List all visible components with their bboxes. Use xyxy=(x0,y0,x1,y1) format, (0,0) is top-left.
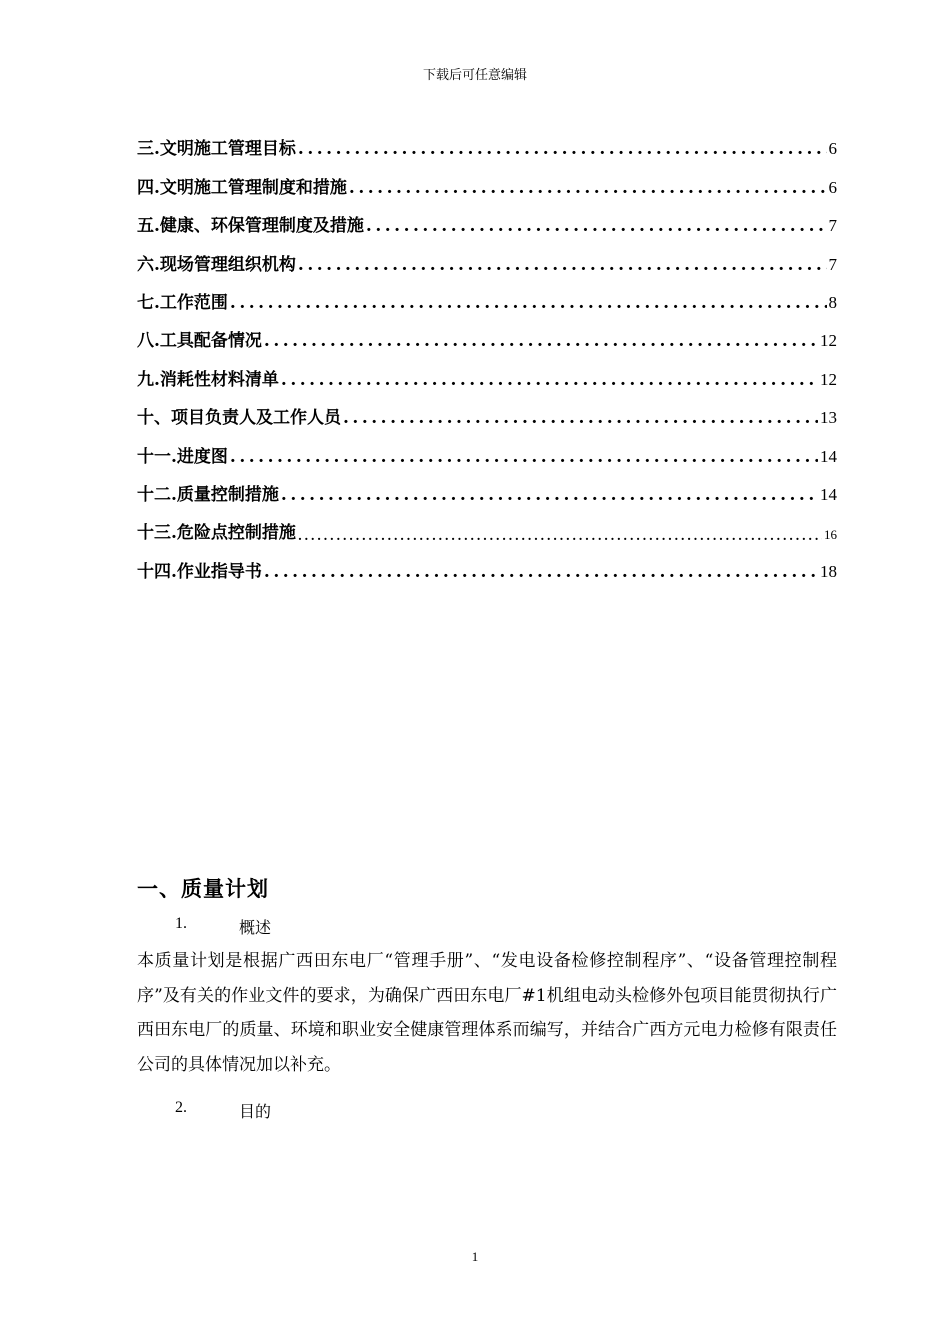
toc-entry-label: 四.文明施工管理制度和措施 xyxy=(137,177,347,198)
toc-entry[interactable] xyxy=(137,467,837,505)
toc-entry-label: 三.文明施工管理目标 xyxy=(137,139,296,160)
toc-entry[interactable] xyxy=(137,505,837,543)
subsection-number: 1. xyxy=(175,915,187,932)
toc-entry-page: 14 xyxy=(820,446,837,466)
toc-leader-dots xyxy=(281,485,818,505)
toc-entry[interactable] xyxy=(137,236,837,274)
section-heading: 一、质量计划 xyxy=(137,876,269,901)
toc-entry-page: 14 xyxy=(820,484,837,504)
toc-entry-page: 8 xyxy=(828,292,837,312)
toc-entry-label: 十一.进度图 xyxy=(137,446,228,467)
subsection-heading xyxy=(175,915,271,938)
toc-entry-page: 6 xyxy=(828,177,837,197)
toc-entry-page: 7 xyxy=(828,216,837,236)
page-number: 1 xyxy=(471,1249,479,1264)
toc-entry-page: 18 xyxy=(820,561,837,581)
toc-entry[interactable] xyxy=(137,351,837,389)
toc-entry-label: 十四.作业指导书 xyxy=(137,561,262,582)
toc-entry[interactable] xyxy=(137,313,837,351)
toc-entry[interactable] xyxy=(137,159,837,197)
table-of-contents xyxy=(137,121,837,582)
toc-leader-dots xyxy=(298,529,822,543)
toc-entry-page: 6 xyxy=(828,139,837,159)
toc-leader-dots xyxy=(366,216,827,236)
toc-entry-label: 八.工具配备情况 xyxy=(137,331,262,352)
subsection-number: 2. xyxy=(175,1099,187,1116)
toc-entry[interactable] xyxy=(137,390,837,428)
toc-entry[interactable] xyxy=(137,198,837,236)
subsection-label: 目的 xyxy=(239,1102,272,1121)
toc-entry[interactable] xyxy=(137,543,837,581)
toc-leader-dots xyxy=(298,139,827,159)
toc-leader-dots xyxy=(264,331,818,351)
toc-entry-page: 12 xyxy=(820,369,837,389)
toc-leader-dots xyxy=(298,255,827,275)
body-paragraph: 本质量计划是根据广西田东电厂“管理手册”、“发电设备检修控制程序”、“设备管理控制程序”及有关的作业文件的要求，为确保广西田东电厂#1机组电动头检修外包项目能贯彻执行广西田东电厂的质量、环境和职业安全健康管理体系而编写，并结合广西方元电力检修有限责任公司的具体情况加以补充。 xyxy=(137,951,837,1075)
toc-entry-page: 13 xyxy=(820,408,837,428)
toc-entry-label: 十三.危险点控制措施 xyxy=(137,523,296,544)
toc-entry-label: 九.消耗性材料清单 xyxy=(137,369,279,390)
toc-entry-page: 12 xyxy=(820,331,837,351)
toc-leader-dots xyxy=(349,178,827,198)
subsection-label: 概述 xyxy=(239,918,272,937)
subsection-heading xyxy=(175,1099,271,1122)
toc-entry-label: 五.健康、环保管理制度及措施 xyxy=(137,216,364,237)
toc-entry[interactable] xyxy=(137,428,837,466)
toc-entry-page: 16 xyxy=(824,527,837,543)
toc-leader-dots xyxy=(343,408,818,428)
toc-entry-label: 七.工作范围 xyxy=(137,292,228,313)
toc-leader-dots xyxy=(281,370,818,390)
page-header: 下载后可任意编辑 xyxy=(422,68,527,83)
toc-entry-label: 六.现场管理组织机构 xyxy=(137,254,296,275)
toc-entry[interactable] xyxy=(137,121,837,159)
toc-leader-dots xyxy=(230,447,818,467)
toc-leader-dots xyxy=(230,293,827,313)
toc-entry-page: 7 xyxy=(828,254,837,274)
toc-entry-label: 十二.质量控制措施 xyxy=(137,484,279,505)
toc-leader-dots xyxy=(264,562,818,582)
toc-entry[interactable] xyxy=(137,275,837,313)
toc-entry-label: 十、项目负责人及工作人员 xyxy=(137,408,341,429)
